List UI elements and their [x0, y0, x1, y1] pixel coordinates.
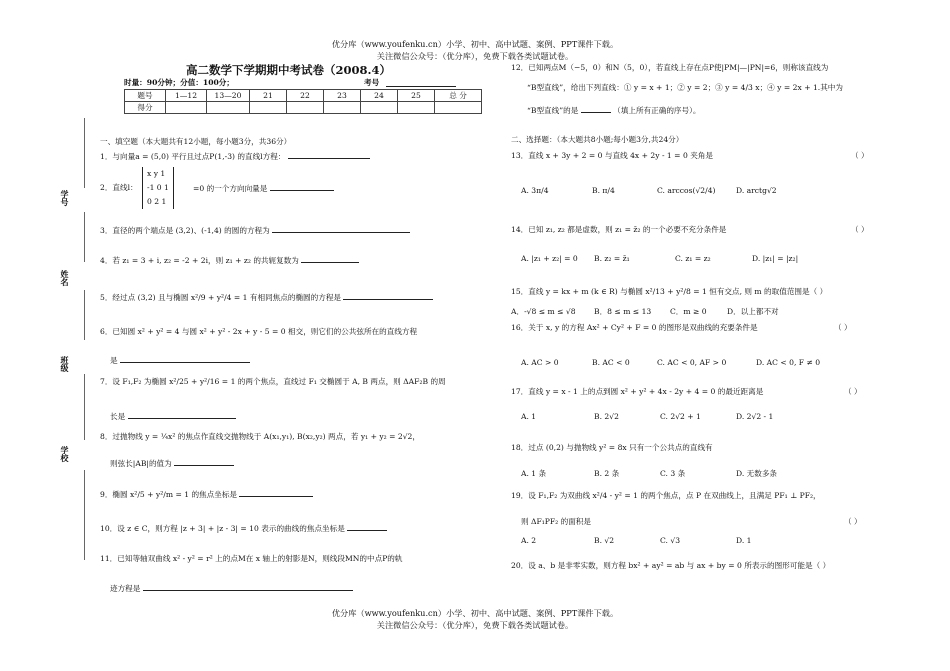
option-18-a: A. 1 条 — [521, 469, 547, 478]
answer-blank-1[interactable] — [288, 150, 370, 159]
option-14-a: A. |z₁ + z₂| = 0 — [521, 254, 578, 263]
question-12: 12．已知两点M（−5，0）和N（5，0），若直线上存在点P使|PM|—|PN|=6，则称该直线为 — [511, 63, 829, 72]
question-12-text-c: “B型直线”的是 — [527, 106, 579, 115]
option-14-b: B. z₂ = z̄₁ — [594, 254, 630, 263]
score-input-cell[interactable] — [166, 102, 207, 114]
question-7-continued — [110, 410, 236, 422]
question-7: 7．设 F₁,F₂ 为椭圆 x²/25 + y²/16 = 1 的两个焦点，直线过 F₁ 交椭圆于 A, B 两点，则 ΔAF₂B 的周 — [100, 377, 446, 386]
question-5-text: 5．经过点 (3,2) 且与椭圆 x²/9 + y²/4 = 1 有相同焦点的椭圆的方程是 — [100, 293, 342, 302]
score-cell: 21 — [250, 90, 287, 102]
question-13: 13．直线 x + 3y + 2 = 0 与直线 4x + 2y - 1 = 0 夹角是 — [511, 151, 713, 160]
question-8: 8．过抛物线 y = ¼x² 的焦点作直线交抛物线于 A(x₁,y₁), B(x₂,y₂) 两点，若 y₁ + y₂ = 2√2， — [100, 432, 420, 441]
option-17-c: C. 2√2 + 1 — [660, 412, 701, 421]
option-19-c: C. √3 — [660, 536, 681, 545]
question-7-text-b: 长是 — [110, 412, 126, 421]
determinant-matrix — [142, 167, 174, 209]
school-label: 学校 — [60, 446, 70, 462]
question-11: 11．已知等轴双曲线 x² - y² = r² 上的点M在 x 轴上的射影是N，则线段MN的中点P的轨 — [100, 554, 403, 563]
option-13-a: A. 3π/4 — [521, 186, 549, 195]
student-no-label: 学号 — [60, 190, 70, 206]
question-19-text-b: 则 ΔF₁PF₂ 的面积是 — [521, 517, 592, 526]
question-1 — [100, 150, 370, 162]
question-12-text-d: （填上所有正确的序号）。 — [613, 106, 701, 115]
option-14-d: D. |z₁| = |z₂| — [752, 254, 799, 263]
score-input-cell[interactable] — [250, 102, 287, 114]
question-10 — [100, 522, 387, 534]
question-17: 17．直线 y = x - 1 上的点到圆 x² + y² + 4x - 2y + 4 = 0 的最近距离是 — [511, 387, 764, 396]
answer-paren-14[interactable]: （ ） — [851, 225, 869, 234]
score-cell: 25 — [398, 90, 435, 102]
answer-blank-8[interactable] — [174, 457, 234, 466]
exam-no-label: 考号 — [364, 78, 380, 87]
option-15-d: D．以上都不对 — [727, 307, 779, 316]
score-cell: 总 分 — [435, 90, 482, 102]
question-19: 19．设 F₁,F₂ 为双曲线 x²/4 - y² = 1 的两个焦点，点 P 在双曲线上，且满足 PF₁ ⊥ PF₂， — [511, 491, 821, 500]
question-4-text: 4．若 z₁ = 3 + i, z₂ = -2 + 2i，则 z₁ + z₂ 的共轭复数为 — [100, 256, 299, 265]
option-13-d: D. arctg√2 — [736, 186, 777, 195]
footer-line-1: 优分库（www.youfenku.cn）小学、初中、高中试题、案例、PPT课件下载。 — [331, 608, 619, 618]
score-input-cell[interactable] — [324, 102, 361, 114]
score-table — [124, 89, 482, 114]
option-16-b: B. AC < 0 — [592, 358, 630, 367]
question-1-text: 1．与向量a = (5,0) 平行且过点P(1,-3) 的直线l方程： — [100, 152, 286, 161]
question-8-continued — [110, 457, 234, 469]
score-input-cell[interactable] — [361, 102, 398, 114]
question-19-continued — [521, 516, 591, 527]
question-14: 14．已知 z₁, z₂ 都是虚数，则 z₁ = z̄₂ 的一个必要不充分条件是 — [511, 225, 727, 234]
answer-blank-11[interactable] — [143, 582, 353, 591]
question-6-text-b: 是 — [110, 356, 118, 365]
question-16: 16．关于 x, y 的方程 Ax² + Cy² + F = 0 的图形是双曲线的充要条件是 — [511, 323, 758, 332]
question-10-text: 10．设 z ∈ C，则方程 |z + 3| + |z - 3| = 10 表示的曲线的焦点坐标是 — [100, 524, 345, 533]
score-cell: 13—20 — [207, 90, 250, 102]
question-11-text-b: 迹方程是 — [110, 584, 141, 593]
matrix-row-2: -1 0 1 — [147, 183, 169, 192]
score-input-cell[interactable] — [287, 102, 324, 114]
answer-blank-5[interactable] — [343, 291, 433, 300]
answer-blank-4[interactable] — [301, 254, 359, 263]
option-13-c: C. arccos(√2/4) — [657, 186, 716, 195]
score-table-score-row — [125, 102, 482, 114]
option-15-a: A．-√8 ≤ m ≤ √8 — [511, 307, 576, 316]
section-fill-in-title: 一、填空题（本大题共有12小题，每小题3分，共36分） — [100, 137, 292, 146]
binding-line — [84, 374, 85, 440]
option-16-a: A. AC > 0 — [521, 358, 559, 367]
question-6-continued — [110, 354, 250, 366]
question-9-text: 9．椭圆 x²/5 + y²/m = 1 的焦点坐标是 — [100, 490, 238, 499]
question-3-text: 3．直径的两个端点是 (3,2)、(-1,4) 的圆的方程为 — [100, 226, 270, 235]
option-18-b: B. 2 条 — [594, 469, 620, 478]
score-cell: 24 — [361, 90, 398, 102]
exam-info: 时量：90分钟；分值：100分； — [124, 78, 234, 87]
question-9 — [100, 488, 313, 500]
matrix-row-3: 0 2 1 — [147, 197, 167, 206]
binding-line — [84, 470, 85, 560]
option-14-c: C. z₁ = z₂ — [675, 254, 711, 263]
option-17-b: B. 2√2 — [594, 412, 619, 421]
question-5 — [100, 291, 433, 303]
question-6: 6．已知圆 x² + y² = 4 与圆 x² + y² - 2x + y - 5 = 0 相交，则它们的公共弦所在的直线方程 — [100, 327, 418, 336]
score-cell: 1—12 — [166, 90, 207, 102]
score-cell: 题号 — [125, 90, 166, 102]
class-label: 班级 — [60, 356, 70, 372]
answer-blank-3[interactable] — [272, 224, 410, 233]
name-label: 姓名 — [60, 270, 70, 286]
score-input-cell[interactable] — [207, 102, 250, 114]
exam-no-blank[interactable] — [386, 86, 456, 87]
answer-paren-19[interactable]: （ ） — [844, 517, 862, 526]
question-3 — [100, 224, 410, 236]
question-15: 15．直线 y = kx + m (k ∈ R) 与椭圆 x²/13 + y²/8 = 1 恒有交点, 则 m 的取值范围是（ ） — [511, 287, 828, 296]
header-line-1: 优分库（www.youfenku.cn）小学、初中、高中试题、案例、PPT课件下载。 — [331, 39, 619, 49]
question-8-text-b: 则弦长|AB|的值为 — [110, 459, 172, 468]
option-19-d: D. 1 — [736, 536, 752, 545]
option-17-a: A. 1 — [521, 412, 537, 421]
question-4 — [100, 254, 359, 266]
header-line-2: 关注微信公众号：（优分库），免费下载各类试题试卷。 — [376, 51, 574, 61]
option-13-b: B. π/4 — [592, 186, 615, 195]
option-18-d: D. 无数多条 — [736, 469, 778, 478]
option-15-c: C．m ≥ 0 — [670, 307, 707, 316]
question-18: 18．过点 (0,2) 与抛物线 y² = 8x 只有一个公共点的直线有 — [511, 443, 713, 452]
binding-line — [84, 290, 85, 340]
matrix-row-1: x y 1 — [147, 169, 166, 178]
score-cell: 22 — [287, 90, 324, 102]
question-2-label: 2．直线l： — [100, 183, 138, 192]
option-15-b: B．8 ≤ m ≤ 13 — [594, 307, 652, 316]
score-input-cell[interactable] — [398, 102, 435, 114]
answer-blank-7[interactable] — [128, 410, 236, 419]
answer-paren-16[interactable]: （ ） — [834, 323, 852, 332]
question-20: 20．设 a、b 是非零实数，则方程 bx² + ay² = ab 与 ax + by = 0 所表示的图形可能是（ ） — [511, 561, 831, 570]
footer-line-2: 关注微信公众号：（优分库），免费下载各类试题试卷。 — [376, 620, 574, 630]
score-cell: 23 — [324, 90, 361, 102]
question-2-text: =0 的一个方向向量是 — [193, 184, 268, 193]
option-16-d: D. AC < 0, F ≠ 0 — [756, 358, 821, 367]
option-16-c: C. AC < 0, AF > 0 — [657, 358, 727, 367]
question-12-line-2: “B型直线”，给出下列直线：① y = x + 1；② y = 2；③ y = 4/3 x；④ y = 2x + 1.其中为 — [527, 83, 843, 92]
answer-blank-12[interactable] — [581, 104, 611, 113]
question-2 — [193, 182, 334, 194]
score-input-cell[interactable] — [435, 102, 482, 114]
answer-blank-10[interactable] — [347, 522, 387, 531]
answer-blank-2[interactable] — [270, 182, 334, 191]
section-choice-title: 二、选择题：（本大题共8小题;每小题3分,共24分） — [511, 135, 684, 144]
question-11-continued — [110, 582, 353, 594]
exam-title: 高二数学下学期期中考试卷（2008.4） — [186, 63, 392, 77]
score-cell: 得分 — [125, 102, 166, 114]
answer-paren-17[interactable]: （ ） — [844, 387, 862, 396]
answer-blank-9[interactable] — [239, 488, 313, 497]
option-19-b: B. √2 — [594, 536, 615, 545]
answer-paren-13[interactable]: （ ） — [851, 151, 869, 160]
option-18-c: C. 3 条 — [660, 469, 686, 478]
question-12-line-3 — [527, 104, 701, 116]
answer-blank-6[interactable] — [120, 354, 250, 363]
option-19-a: A. 2 — [521, 536, 537, 545]
score-table-header-row — [125, 90, 482, 102]
binding-line — [84, 212, 85, 262]
binding-line — [84, 118, 85, 188]
option-17-d: D. 2√2 - 1 — [736, 412, 774, 421]
